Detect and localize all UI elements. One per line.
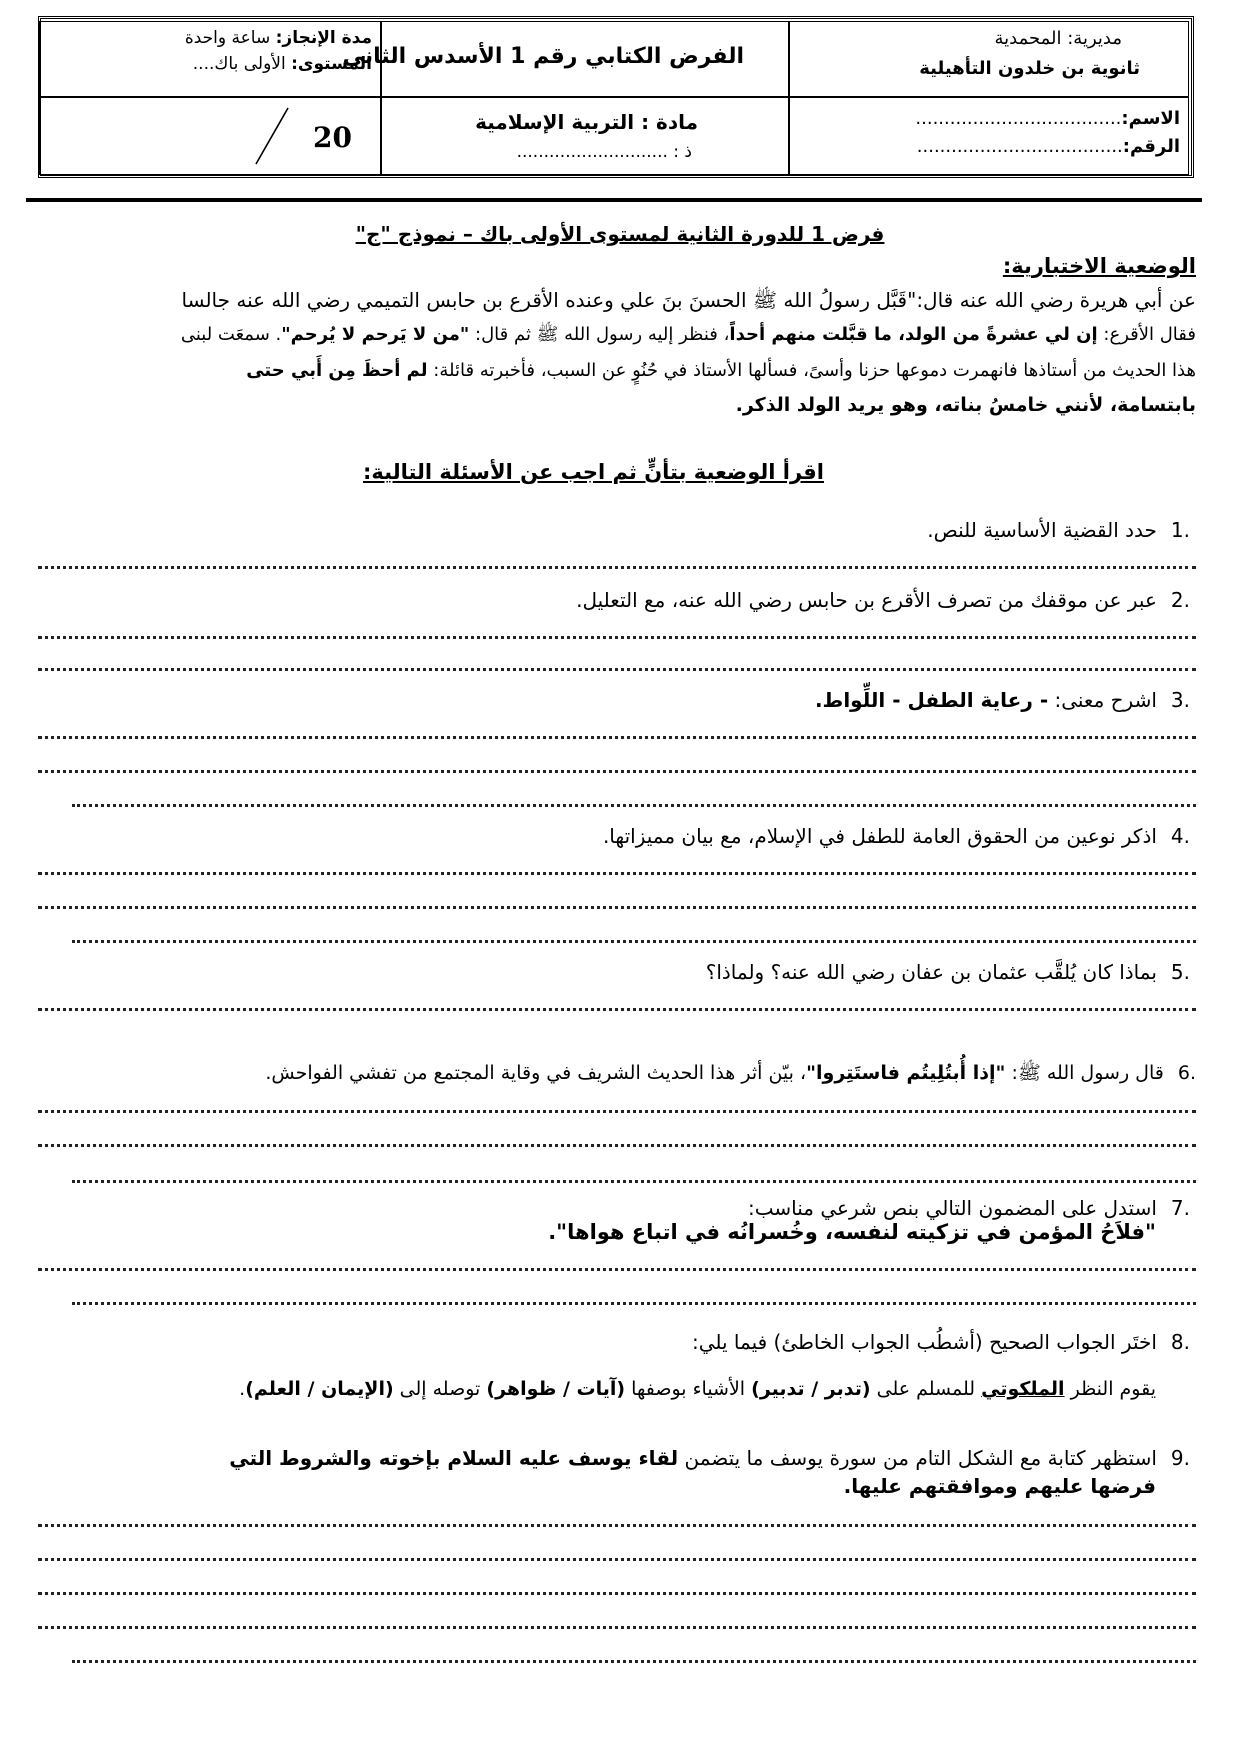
question-8: .8اختَر الجواب الصحيح (أشطُب الجواب الخاطئ) فيما يلي: bbox=[691, 1330, 1190, 1354]
title-cell bbox=[342, 21, 789, 97]
answer-line[interactable] bbox=[72, 1302, 1196, 1305]
instruction: اقرأ الوضعية بتأنٍّ ثم اجب عن الأسئلة التالية: bbox=[362, 460, 824, 484]
situation-line-4: بابتسامة، لأنني خامسُ بناته، وهو يريد الولد الذكر. bbox=[735, 394, 1196, 416]
choice-2[interactable]: (آيات / ظواهر) bbox=[486, 1378, 626, 1400]
question-6: .6قال رسول الله ﷺ: "إذا أُبتُلِيتُم فاستَتِروا"، بيّن أثر هذا الحديث الشريف في وقاية المجتمع من تفشي الفواحش. bbox=[265, 1062, 1196, 1084]
situation-line-1: عن أبي هريرة رضي الله عنه قال:"قَبَّل رسولُ الله ﷺ الحسنَ بنَ علي وعنده الأقرع بن حابس التميمي رضي الله عنه جالسا bbox=[181, 288, 1196, 312]
student-cell bbox=[789, 97, 1189, 175]
answer-line[interactable] bbox=[38, 1626, 1196, 1629]
answer-line[interactable] bbox=[38, 668, 1196, 671]
answer-line[interactable] bbox=[38, 872, 1196, 875]
score-cell bbox=[39, 97, 381, 175]
level bbox=[193, 56, 372, 73]
name-label: الاسم: bbox=[1121, 108, 1180, 129]
score-max: 20 bbox=[313, 121, 352, 154]
duration bbox=[185, 30, 372, 47]
number-row bbox=[917, 138, 1180, 156]
header-table bbox=[38, 16, 1194, 178]
question-7: .7استدل على المضمون التالي بنص شرعي مناسب: bbox=[748, 1196, 1190, 1220]
answer-line[interactable] bbox=[72, 940, 1196, 943]
situation-line-3: هذا الحديث من أستاذها فانهمرت دموعها حزنا وأسىً، فسألها الأستاذ في حُنُوٍ عن السبب، فأخبرته قائلة: لم أحظَ مِن أَبي حتى bbox=[246, 360, 1196, 381]
answer-line[interactable] bbox=[38, 1268, 1196, 1271]
name-field[interactable]: .................................... bbox=[915, 108, 1122, 129]
question-2: .2عبر عن موقفك من تصرف الأقرع بن حابس رضي الله عنه، مع التعليل. bbox=[576, 588, 1190, 612]
situation-line-2: فقال الأقرع: إن لي عشرةً من الولد، ما قبَّلت منهم أحداً، فنظر إليه رسول الله ﷺ ثم قال: "من لا يَرحم لا يُرحم". سمعَت لبنى bbox=[180, 324, 1196, 345]
level-value: الأولى باك.... bbox=[192, 54, 286, 74]
school-name: ثانوية بن خلدون التأهيلية bbox=[919, 58, 1140, 79]
answer-line[interactable] bbox=[38, 1558, 1196, 1561]
duration-label: مدة الإنجاز: bbox=[275, 28, 372, 48]
answer-line[interactable] bbox=[38, 1592, 1196, 1595]
answer-line[interactable] bbox=[72, 1660, 1196, 1663]
question-7-quote: "فلاَحُ المؤمن في تزكيته لنفسه، وخُسرانُه في اتباع هواها". bbox=[548, 1220, 1156, 1244]
number-field[interactable]: .................................... bbox=[916, 136, 1123, 157]
answer-line[interactable] bbox=[38, 1008, 1196, 1011]
answer-line[interactable] bbox=[72, 804, 1196, 807]
duration-value: ساعة واحدة bbox=[184, 28, 271, 48]
question-9-continuation: فرضها عليهم وموافقتهم عليها. bbox=[843, 1474, 1156, 1498]
question-9: .9استظهر كتابة مع الشكل التام من سورة يوسف ما يتضمن لقاء يوسف عليه السلام بإخوته والشروط التي bbox=[229, 1446, 1190, 1470]
answer-line[interactable] bbox=[38, 636, 1196, 639]
exam-title: الفرض الكتابي رقم 1 الأسدس الثاني bbox=[342, 44, 744, 69]
answer-line[interactable] bbox=[38, 1524, 1196, 1527]
directorate: مديرية: المحمدية bbox=[994, 28, 1122, 49]
number-label: الرقم: bbox=[1122, 136, 1180, 157]
situation-title: الوضعية الاختبارية: bbox=[1002, 254, 1196, 278]
question-1: .1حدد القضية الأساسية للنص. bbox=[927, 518, 1190, 542]
exam-heading: فرض 1 للدورة الثانية لمستوى الأولى باك – نموذج "ج" bbox=[355, 222, 885, 246]
answer-line[interactable] bbox=[72, 1180, 1196, 1183]
answer-line[interactable] bbox=[38, 566, 1196, 569]
question-5: .5بماذا كان يُلقَّب عثمان بن عفان رضي الله عنه؟ ولماذا؟ bbox=[705, 960, 1190, 984]
question-3: .3اشرح معنى: - رعاية الطفل - اللِّواط. bbox=[814, 688, 1190, 712]
subject: مادة : التربية الإسلامية bbox=[475, 110, 698, 134]
answer-line[interactable] bbox=[38, 906, 1196, 909]
question-8-sentence: يقوم النظر الملكوتي للمسلم على (تدبر / تدبير) الأشياء بوصفها (آيات / ظواهر) توصله إلى (الإيمان / العلم). bbox=[239, 1378, 1156, 1400]
choice-1[interactable]: (تدبر / تدبير) bbox=[751, 1378, 871, 1400]
answer-line[interactable] bbox=[38, 770, 1196, 773]
choice-3[interactable]: (الإيمان / العلم) bbox=[245, 1378, 394, 1400]
level-label: المستوى: bbox=[291, 54, 372, 74]
fraction-slash-icon bbox=[252, 106, 292, 166]
answer-line[interactable] bbox=[38, 736, 1196, 739]
teacher: ذ : ............................ bbox=[516, 142, 692, 162]
name-row bbox=[915, 110, 1180, 128]
divider bbox=[26, 198, 1202, 202]
duration-cell bbox=[39, 21, 381, 97]
answer-line[interactable] bbox=[38, 1110, 1196, 1113]
subject-cell bbox=[381, 97, 789, 175]
answer-line[interactable] bbox=[38, 1144, 1196, 1147]
school-cell bbox=[789, 21, 1189, 97]
question-4: .4اذكر نوعين من الحقوق العامة للطفل في الإسلام، مع بيان مميزاتها. bbox=[602, 824, 1190, 848]
